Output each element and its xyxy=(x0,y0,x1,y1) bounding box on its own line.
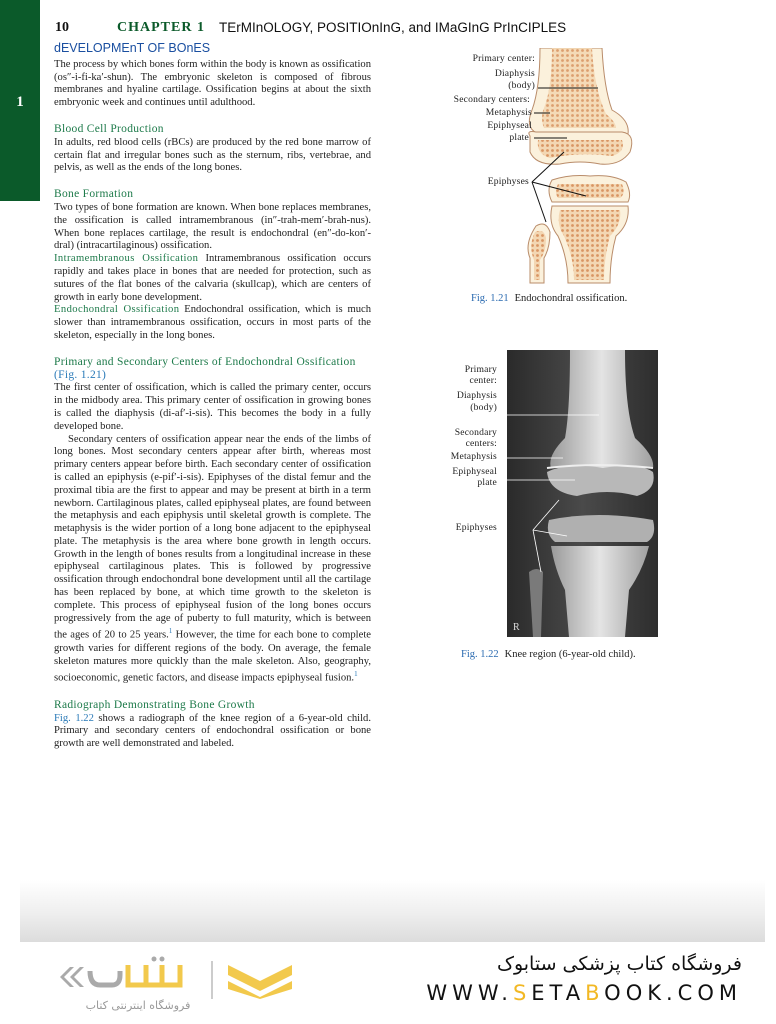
xray-label-metaphysis: Metaphysis xyxy=(450,451,497,462)
intro-paragraph: The process by which bones form within the body is known as ossification (os″-i-fi-ka′-shun). The embryonic skeleton is composed of fibrous membranes and hyaline cartilage. Ossification begins at about the sixth embryonic week and continues until adulthood. xyxy=(54,58,371,109)
inline-heading-intramembranous: Intramembranous Ossification xyxy=(54,253,199,265)
heading-text: Primary and Secondary Centers of Endochondral Ossification xyxy=(54,355,356,368)
xray-label-body: (body) xyxy=(470,402,497,413)
heading-bone-formation: Bone Formation xyxy=(54,188,134,201)
running-head xyxy=(55,20,755,40)
heading-radiograph: Radiograph Demonstrating Bone Growth xyxy=(54,698,255,711)
footnote-ref[interactable]: 1 xyxy=(354,670,358,679)
xray-label-epiphyses: Epiphyses xyxy=(455,522,497,533)
figure-1-22-caption xyxy=(461,649,636,660)
store-name: فروشگاه کتاب پزشکی ستابوک xyxy=(496,953,742,975)
url-accent-letter: B xyxy=(585,981,605,1005)
xray-label-diaphysis: Diaphysis xyxy=(456,390,497,401)
url-part: WWW. xyxy=(426,981,513,1005)
xray-label-center: center: xyxy=(469,375,497,386)
heading-blood-cell-production: Blood Cell Production xyxy=(54,122,164,135)
primary-center-paragraph: The first center of ossification, which is called the primary center, occurs in the midbody area. This primary center of ossification in growing bones is called the diaphysis (di-af′-i-sis). This becomes the body in a fully developed bone. xyxy=(54,382,371,432)
radiograph-image xyxy=(507,350,658,637)
footnote-ref[interactable]: 1 xyxy=(168,627,173,636)
radiograph-text: shows a radiograph of the knee region of a 6-year-old child. Primary and secondary centers of endochondral ossification or bone growth are well demonstrated and labeled. xyxy=(54,712,372,750)
xray-label-primary: Primary xyxy=(464,364,497,375)
label-epiphyses: Epiphyses xyxy=(487,176,529,187)
figure-1-21 xyxy=(440,48,660,293)
fig-1-21-link[interactable]: (Fig. 1.21) xyxy=(54,368,107,381)
radiograph-paragraph xyxy=(54,713,371,751)
label-secondary-centers: Secondary centers: xyxy=(453,94,530,105)
side-marker-r: R xyxy=(513,622,520,633)
secondary-center-paragraph xyxy=(54,434,371,686)
footer-store-info xyxy=(426,953,742,1005)
endochondral-text: Endochondral ossification, which is much slower than intramembranous ossification, occurs in most parts of the skeleton, especially in the long bones. xyxy=(54,304,371,341)
page-number: 10 xyxy=(55,20,69,35)
xray-label-plate: plate xyxy=(477,477,497,488)
secondary-text-cont: However, the time for each bone to complete growth varies for different regions of the body. On average, the female skeleton matures more quickly than the male skeleton. Also, geography, socioeconomic, genetic factors, and disease impacts epiphyseal fusion. xyxy=(54,630,371,684)
chapter-side-tab xyxy=(0,0,40,201)
logo-mark-icon xyxy=(50,955,310,999)
setabook-logo[interactable] xyxy=(50,955,310,1017)
label-body: (body) xyxy=(508,80,535,91)
inline-heading-endochondral: Endochondral Ossification xyxy=(54,304,180,316)
label-epiphyseal: Epiphyseal xyxy=(487,120,532,131)
main-text-column xyxy=(54,42,371,751)
caption-fig-number: Fig. 1.21 xyxy=(471,293,509,304)
label-plate: plate xyxy=(509,132,529,143)
figure-1-21-caption xyxy=(471,293,627,304)
url-accent-letter: S xyxy=(512,981,532,1005)
endochondral-paragraph xyxy=(54,304,371,342)
secondary-text: Secondary centers of ossification appear near the ends of the limbs of long bones. Most secondary centers appear after birth, whereas most primary centers appear before birth. Each secondary center of ossification is called an epiphysis (e-pif′-i-sis). Epiphyses of the distal femur and the proximal tibia are the first to appear and may be present at birth in a term newborn. Cartilaginous plates, called epiphyseal plates, are found between the metaphysis and each epiphysis until skeletal growth is complete. The metaphysis is the wider portion of a long bone adjacent to the epiphyseal plate. The metaphysis is the area where bone growth in length occurs. Growth in the length of bones results from a longitudinal increase in these epiphyseal cartilaginous plates. This is followed by progressive ossification through endochondral bone development until all the cartilage has been replaced by bone, at which time growth to the skeleton is complete. This process of epiphyseal fusion of the long bones occurs progressively from the age of puberty to full maturity, which is between the ages of 20 to 25 years. xyxy=(54,433,371,641)
xray-label-epiphyseal: Epiphyseal xyxy=(452,466,497,477)
intramembranous-text: Intramembranous ossification occurs rapidly and takes place in bones that are needed for protection, such as sutures of the flat bones of the calvaria (skullcap), which are centers of growth in early bone development. xyxy=(54,253,371,303)
caption-fig-number: Fig. 1.22 xyxy=(461,649,499,660)
chapter-title: TErMInOLOGY, POSITIOnInG, and IMaGInG PrInCIPLES xyxy=(219,20,567,35)
fig-1-22-link[interactable]: Fig. 1.22 xyxy=(54,712,94,724)
intramembranous-paragraph xyxy=(54,253,371,304)
section-title: dEVELOPMEnT OF BOnES xyxy=(54,41,211,55)
label-metaphysis: Metaphysis xyxy=(485,107,532,118)
knee-radiograph xyxy=(507,350,658,637)
heading-primary-secondary-centers xyxy=(54,356,371,382)
label-primary-center: Primary center: xyxy=(472,53,535,64)
store-url[interactable] xyxy=(426,981,742,1005)
chapter-tab-number: 1 xyxy=(16,94,24,110)
label-diaphysis: Diaphysis xyxy=(494,68,535,79)
bone-formation-paragraph: Two types of bone formation are known. When bone replaces membranes, the ossification is called intramembranous (in″-trah-mem′-brah-nus). When bone replaces cartilage, the result is endochondral (en″-do-kon′-dral) (intracartilaginous) ossification. xyxy=(54,201,371,252)
caption-text: Endochondral ossification. xyxy=(514,293,628,304)
caption-text: Knee region (6-year-old child). xyxy=(504,649,636,660)
chapter-label: CHAPTER 1 xyxy=(117,20,205,35)
logo-subtitle: فروشگاه اینترنتی کتاب xyxy=(85,999,191,1012)
bone-illustration xyxy=(440,48,660,293)
xray-label-centers: centers: xyxy=(465,438,497,449)
blood-cell-paragraph: In adults, red blood cells (rBCs) are produced by the red bone marrow of certain flat and irregular bones such as the sternum, ribs, vertebrae, and pelvis, as well as the ends of the long bones. xyxy=(54,136,371,174)
url-part: OOK.COM xyxy=(604,981,742,1005)
page-bottom-fade xyxy=(20,880,765,942)
url-part: ETA xyxy=(531,981,586,1005)
xray-label-secondary: Secondary xyxy=(454,427,497,438)
